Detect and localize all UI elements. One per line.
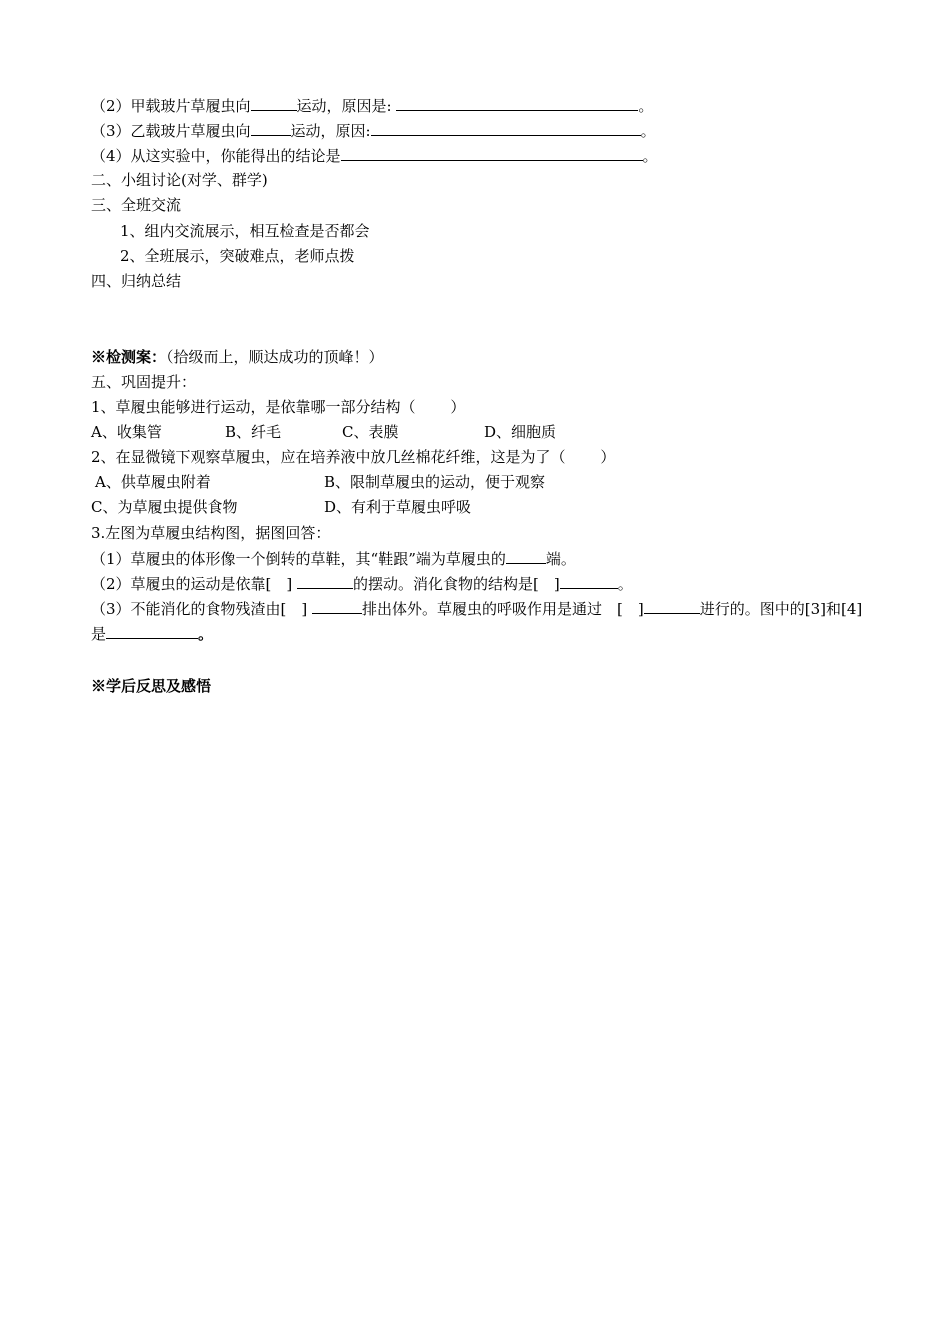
section-class-exchange: 三、全班交流 — [91, 196, 182, 214]
q3-text: 3.左图为草履虫结构图，据图回答： — [91, 524, 331, 542]
check-title-line — [91, 348, 384, 366]
exp-q2-blank-reason[interactable] — [396, 96, 638, 111]
section-class-exchange-item-2: 2、全班展示，突破难点，老师点拨 — [120, 247, 355, 265]
exp-q2-mid: 运动，原因是: — [296, 97, 392, 115]
exp-q3-blank-direction[interactable] — [251, 121, 291, 136]
q1-option-b[interactable]: B、纤毛 — [225, 423, 282, 441]
q1-options — [91, 423, 556, 441]
q1-option-d[interactable]: D、细胞质 — [484, 423, 557, 441]
reflection-title: ※学后反思及感悟 — [91, 677, 212, 695]
q3-part-3-mid2: 进行的。图中的[3]和[4]是 — [91, 600, 863, 643]
exp-q2-pre: （2）甲载玻片草履虫向 — [91, 97, 251, 115]
q3-part-1-pre: （1）草履虫的体形像一个倒转的草鞋，其“鞋跟”端为草履虫的 — [91, 550, 506, 568]
q3-part-3-blank-1[interactable] — [312, 599, 362, 614]
check-title: ※检测案： — [91, 348, 167, 366]
q3-part-1 — [91, 549, 576, 567]
q3-part-3-blank-3[interactable] — [106, 624, 198, 639]
exp-q3-mid: 运动，原因: — [290, 122, 371, 140]
q3-part-2-end: 。 — [617, 575, 633, 593]
q3-part-3-pre: （3）不能消化的食物残渣由[ ] — [91, 600, 308, 618]
q3-part-2-blank-2[interactable] — [560, 574, 618, 589]
exp-q2-blank-direction[interactable] — [251, 96, 297, 111]
exp-q3-blank-reason[interactable] — [371, 121, 641, 136]
q3-part-2-mid: 的摆动。消化食物的结构是[ ] — [353, 575, 560, 593]
section-group-discussion: 二、小组讨论(对学、群学) — [91, 171, 268, 189]
exp-q4-end: 。 — [642, 147, 658, 165]
q1-option-a[interactable]: A、收集管 — [91, 423, 162, 441]
exp-q3-pre: （3）乙载玻片草履虫向 — [91, 122, 251, 140]
section-summary: 四、归纳总结 — [91, 272, 182, 290]
q3-part-2 — [91, 574, 633, 592]
exp-q2-line — [91, 96, 653, 114]
q3-part-3 — [91, 597, 866, 647]
q2-option-b[interactable]: B、限制草履虫的运动，便于观察 — [324, 473, 546, 491]
q3-part-2-pre: （2）草履虫的运动是依靠[ ] — [91, 575, 293, 593]
q3-part-3-end: 。 — [198, 625, 214, 643]
q2-options-row-1 — [95, 473, 545, 491]
q2-text: 2、在显微镜下观察草履虫，应在培养液中放几丝棉花纤维，这是为了（ ） — [91, 448, 616, 466]
q1-option-c[interactable]: C、表膜 — [342, 423, 399, 441]
check-subtitle: （拾级而上，顺达成功的顶峰！） — [166, 348, 384, 366]
q2-option-d[interactable]: D、有利于草履虫呼吸 — [324, 498, 472, 516]
q1-text: 1、草履虫能够进行运动，是依靠哪一部分结构（ ） — [91, 398, 466, 416]
section-class-exchange-item-1: 1、组内交流展示，相互检查是否都会 — [120, 222, 370, 240]
q2-option-c[interactable]: C、为草履虫提供食物 — [91, 498, 238, 516]
q3-part-3-blank-2[interactable] — [644, 599, 700, 614]
exp-q3-end: 。 — [640, 122, 656, 140]
q2-option-a[interactable]: A、供草履虫附着 — [95, 473, 211, 491]
exp-q4-blank-conclusion[interactable] — [341, 146, 643, 161]
exp-q4-pre: （4）从这实验中，你能得出的结论是 — [91, 147, 341, 165]
section-consolidate: 五、巩固提升： — [91, 373, 197, 391]
q3-part-2-blank-1[interactable] — [297, 574, 353, 589]
q3-part-3-mid: 排出体外。草履虫的呼吸作用是通过 [ ] — [362, 600, 644, 618]
q3-part-1-end: 端。 — [545, 550, 576, 568]
exp-q3-line — [91, 121, 656, 139]
q3-part-1-blank[interactable] — [506, 549, 546, 564]
exp-q2-end: 。 — [638, 97, 654, 115]
exp-q4-line — [91, 146, 658, 164]
q2-options-row-2 — [91, 498, 471, 516]
